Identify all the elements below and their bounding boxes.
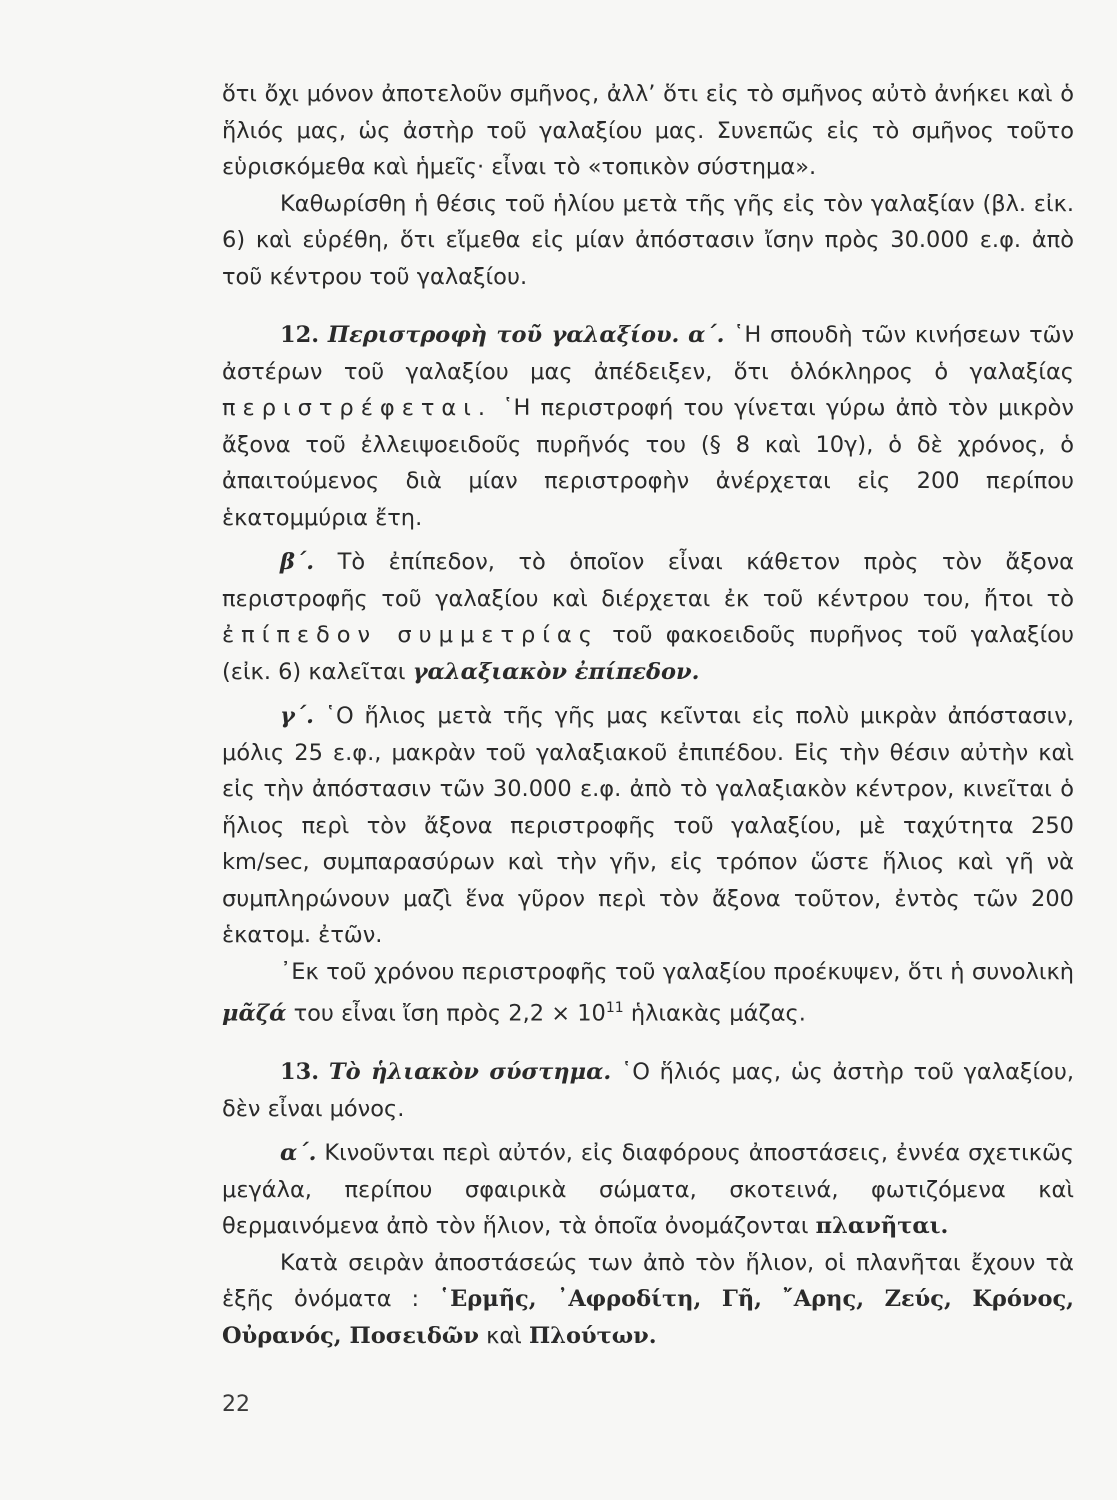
section-12-d-bold: μᾶζά <box>222 1000 287 1027</box>
intro-paragraph-1 <box>222 76 1074 186</box>
page-number: 22 <box>222 1392 250 1417</box>
section-12-a-label: α΄. <box>688 322 725 348</box>
section-13-b-text: Κατὰ σειρὰν ἀποστάσεώς των ἀπὸ τὸν ἥλιον, οἱ πλανῆται ἔχουν τὰ ἑξῆς ὀνόματα : <box>222 1249 1074 1312</box>
section-12-d-text-3: ἡλιακὰς μάζας. <box>630 1000 806 1027</box>
section-12-d-text-1: ᾿Εκ τοῦ χρόνου περιστροφῆς τοῦ γαλαξίου προέκυψεν, ὅτι ἡ συνολικὴ <box>280 958 1074 985</box>
section-12-number: 12. <box>280 322 320 348</box>
section-12-paragraph-c <box>222 698 1074 954</box>
section-12-c-text: ῾Ο ἥλιος μετὰ τῆς γῆς μας κεῖνται εἰς πολὺ μικρὰν ἀπόστασιν, μόλις 25 ε.φ., μακρὰν τοῦ γαλαξιακοῦ ἐπιπέδου. Εἰς τὴν θέσιν αὐτὴν καὶ εἰς τὴν ἀπόστασιν τῶν 30.000 ε.φ. ἀπὸ τὸ γαλαξιακὸν κέντρον, κινεῖται ὁ ἥλιος περὶ τὸν ἄξονα περιστροφῆς τοῦ γαλαξίου, μὲ ταχύτητα 250 km/sec, συμπαρασύρων καὶ τὴν γῆν, εἰς τρόπον ὥστε ἥλιος καὶ γῆ νὰ συμπληρώνουν μαζὶ ἕνα γῦρον περὶ τὸν ἄξονα τοῦτον, ἐντὸς τῶν 200 ἑκατομ. ἐτῶν. <box>222 703 1074 948</box>
section-12-paragraph-d <box>222 954 1074 1033</box>
section-12-a-spaced: περιστρέφεται. <box>222 395 493 421</box>
intro-text-1: ὅτι ὄχι μόνον ἀποτελοῦν σμῆνος, ἀλλ’ ὅτι εἰς τὸ σμῆνος αὐτὸ ἀνήκει καὶ ὁ ἥλιός μας, ὡς ἀστὴρ τοῦ γαλαξίου μας. Συνεπῶς εἰς τὸ σμῆνος τοῦτο εὑρισκόμεθα καὶ ἡμεῖς· εἶναι τὸ «τοπικὸν σύστημα». <box>222 81 1074 180</box>
section-12-d-exponent: 11 <box>605 1000 624 1016</box>
section-13-paragraph-intro <box>222 1054 1074 1127</box>
section-13-planets-and: καὶ <box>486 1322 522 1349</box>
section-13-paragraph-b <box>222 1245 1074 1355</box>
intro-paragraph-2 <box>222 186 1074 296</box>
section-13-planets-1: ῾Ερμῆς, ᾿Αφροδίτη, Γῆ, ῎Αρης, Ζεύς, Κρόνος, Οὐρανός, Ποσειδῶν <box>222 1286 1075 1349</box>
section-12-b-spaced: ἐπίπεδον συμμετρίας <box>222 622 599 648</box>
section-13-number: 13. <box>280 1059 320 1085</box>
intro-text-2: Καθωρίσθη ἡ θέσις τοῦ ἡλίου μετὰ τῆς γῆς εἰς τὸν γαλαξίαν (βλ. εἰκ. 6) καὶ εὑρέθη, ὅτι εἴμεθα εἰς μίαν ἀπόστασιν ἴσην πρὸς 30.000 ε.φ. ἀπὸ τοῦ κέντρου τοῦ γαλαξίου. <box>222 190 1074 290</box>
section-12-d-text-2: του εἶναι ἴση πρὸς 2,2 × 10 <box>293 1000 606 1027</box>
section-12-c-label: γ΄. <box>280 703 314 729</box>
section-12-title: Περιστροφὴ τοῦ γαλαξίου. <box>327 322 680 348</box>
section-13-intro-text: ῾Ο ἥλιός μας, ὡς ἀστὴρ τοῦ γαλαξίου, δὲν εἶναι μόνος. <box>222 1059 1074 1122</box>
section-13-title: Τὸ ἡλιακὸν σύστημα. <box>328 1059 612 1085</box>
section-13-a-text: Κινοῦνται περὶ αὐτόν, εἰς διαφόρους ἀποστάσεις, ἐννέα σχετικῶς μεγάλα, περίπου σφαιρικὰ σώματα, σκοτεινά, φωτιζόμενα καὶ θερμαινόμενα ἀπὸ τὸν ἥλιον, τὰ ὁποῖα ὀνομάζονται <box>222 1140 1075 1239</box>
section-12-b-label: β΄. <box>280 549 315 575</box>
section-12-b-text-1: Τὸ ἐπίπεδον, τὸ ὁποῖον εἶναι κάθετον πρὸς τὸν ἄξονα περιστροφῆς τοῦ γαλαξίου καὶ διέρχεται ἐκ τοῦ κέντρου του, ἤτοι τὸ <box>222 549 1074 612</box>
section-12-a-text-1: ῾Η σπουδὴ τῶν κινήσεων τῶν ἀστέρων τοῦ γαλαξίου μας ἀπέδειξεν, ὅτι ὁλόκληρος ὁ γαλαξίας <box>222 322 1075 385</box>
section-12-b-text-2: τοῦ φακοειδοῦς πυρῆνος τοῦ γαλαξίου (εἰκ. 6) καλεῖται <box>222 622 1074 685</box>
section-12-b-bold: γαλαξιακὸν ἐπίπεδον. <box>412 658 700 685</box>
section-13-paragraph-a <box>222 1135 1074 1245</box>
section-12-paragraph-b <box>222 544 1074 690</box>
section-12-paragraph-a <box>222 317 1074 536</box>
section-13-planets-2: Πλούτων. <box>528 1322 657 1349</box>
section-13-a-label: α΄. <box>280 1140 317 1166</box>
section-13-a-bold: πλανῆται. <box>815 1213 949 1239</box>
section-12-a-text-2: ῾Η περιστροφή του γίνεται γύρω ἀπὸ τὸν μικρὸν ἄξονα τοῦ ἐλλειψοειδοῦς πυρῆνός του (§ 8 καὶ 10γ), ὁ δὲ χρόνος, ὁ ἀπαιτούμενος διὰ μίαν περιστροφὴν ἀνέρχεται εἰς 200 περίπου ἑκατομμύρια ἔτη. <box>222 395 1074 531</box>
page-body <box>222 76 1074 1354</box>
